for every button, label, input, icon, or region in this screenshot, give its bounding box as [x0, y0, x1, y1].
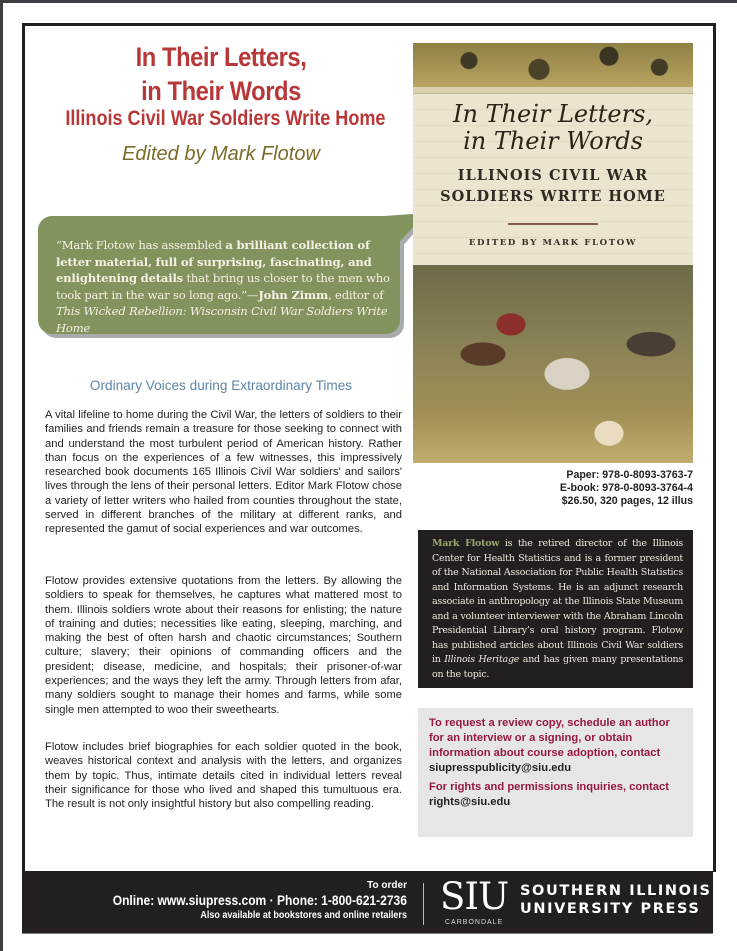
cover-subtitle — [413, 165, 693, 207]
siu-logo-mark: SIU — [440, 875, 509, 918]
cover-title — [413, 101, 693, 155]
quote-open: “Mark Flotow has assembled — [56, 238, 226, 252]
author-bio-box — [418, 530, 693, 688]
quote-highlight: a brilliant collection of letter material, full of surprising, fascinating, and enlightening details — [56, 238, 372, 285]
editor-credit: Edited by Mark Flotow — [122, 143, 320, 165]
to-order-label: To order — [367, 880, 407, 891]
publisher-name — [520, 882, 712, 918]
section-heading: Ordinary Voices during Extraordinary Times — [89, 378, 353, 393]
cover-trees-band — [413, 43, 693, 87]
price-pages: $26.50, 320 pages, 12 illus — [561, 495, 693, 507]
review-request-text: To request a review copy, schedule an author for an interview or a signing, or obtain information about course adoption, contact — [429, 717, 670, 759]
publisher-name-line-2: UNIVERSITY PRESS — [520, 901, 701, 917]
book-title-line-1: In Their Letters, — [135, 42, 307, 72]
isbn-ebook: E-book: 978-0-8093-3764-4 — [559, 482, 693, 494]
bio-text-2: and has given many presentations on the topic. — [432, 654, 684, 680]
quote-role: , editor of — [328, 287, 384, 302]
quote-source-book: This Wicked Rebellion: Wisconsin Civil War Soldiers Write Home — [56, 304, 388, 335]
book-title-line-2: in Their Words — [141, 76, 301, 106]
title-block — [40, 40, 402, 167]
endorsement-quote — [56, 237, 390, 336]
author-bio — [432, 537, 683, 682]
publicity-email-link[interactable]: siupresspublicity@siu.edu — [429, 762, 572, 774]
book-subtitle: Illinois Civil War Soldiers Write Home — [65, 107, 386, 130]
cover-soldiers-photo — [413, 265, 693, 463]
cover-subtitle-line-1: ILLINOIS CIVIL WAR — [457, 167, 649, 184]
cover-subtitle-line-2: SOLDIERS WRITE HOME — [440, 188, 666, 205]
order-info — [80, 879, 407, 922]
siu-campus-label: CARBONDALE — [445, 919, 504, 926]
bio-text-1: is the retired director of the Illinois Center for Health Statistics and is a former president of the National Association for Public Health Statistics and Information Systems. He is an adjunct research associate in anthropology at the Illinois State Museum and a volunteer interviewer with the Abraham Lincoln Presidential Library’s oral history program. Flotow has published articles about Illinois Civil War soldiers in — [432, 538, 684, 665]
cover-editor-credit: EDITED BY MARK FLOTOW — [468, 238, 638, 248]
cover-ornament — [508, 223, 598, 225]
cover-title-line-2: in Their Words — [463, 127, 643, 155]
window-top-edge — [0, 0, 737, 3]
contact-box — [418, 708, 693, 837]
book-specs — [413, 469, 693, 508]
description-paragraph-3: Flotow includes brief biographies for each soldier quoted in the book, weaves historical context and analysis with the letters, and organizes them by topic. Thus, intimate details cited in individual letters reveal their significance for those who lived and shaped this tumultuous era. The result is not only insightful history but also compelling reading. — [45, 741, 402, 811]
book-cover-image — [413, 43, 693, 463]
rights-text: For rights and permissions inquiries, contact — [429, 781, 669, 793]
author-name: Mark Flotow — [432, 538, 500, 549]
order-online-phone[interactable]: Online: www.siupress.com · Phone: 1-800-621-2736 — [112, 893, 407, 908]
window-left-edge — [0, 0, 3, 951]
publisher-name-line-1: SOUTHERN ILLINOIS — [520, 883, 712, 899]
quote-author: John Zimm — [258, 287, 329, 302]
cover-title-line-1: In Their Letters, — [452, 100, 654, 128]
order-footer — [22, 871, 713, 934]
quote-middle: that bring us closer to the men who took part in the war so long ago.”— — [56, 271, 390, 302]
retailers-note: Also available at bookstores and online retailers — [200, 910, 407, 921]
footer-divider — [423, 883, 424, 925]
cover-rule — [413, 87, 693, 94]
rights-email-link[interactable]: rights@siu.edu — [429, 796, 511, 808]
description-paragraph-2: Flotow provides extensive quotations from the letters. By allowing the soldiers to speak for themselves, he captures what mattered most to them. Illinois soldiers wrote about their reasons for enlisting; the nature of training and duties; necessities like eating, sleeping, marching, and making the best of often harsh and chaotic circumstances; Southern culture; slavery; their opinions of commanding officers and the president; disease, medicine, and hospitals; their prisoner-of-war experiences; and the ways they left the army. Through letters from afar, many soldiers sought to manage their homes and farms, while some single men attempted to woo their sweethearts. — [45, 575, 402, 716]
isbn-paper: Paper: 978-0-8093-3763-7 — [566, 469, 693, 481]
bio-publication: Illinois Heritage — [444, 654, 520, 665]
description-paragraph-1: A vital lifeline to home during the Civil War, the letters of soldiers to their families and friends remain a treasure for those seeking to connect with and understand the most turbulent period of American history. Rather than focus on the experiences of a few witnesses, this impressively researched book documents 165 Illinois Civil War soldiers' and sailors' lives through the lens of their personal letters. Editor Mark Flotow chose a variety of letter writers who hailed from counties throughout the state, served in different branches of the military at different ranks, and represented the gamut of social experiences and war outcomes. — [45, 409, 402, 536]
